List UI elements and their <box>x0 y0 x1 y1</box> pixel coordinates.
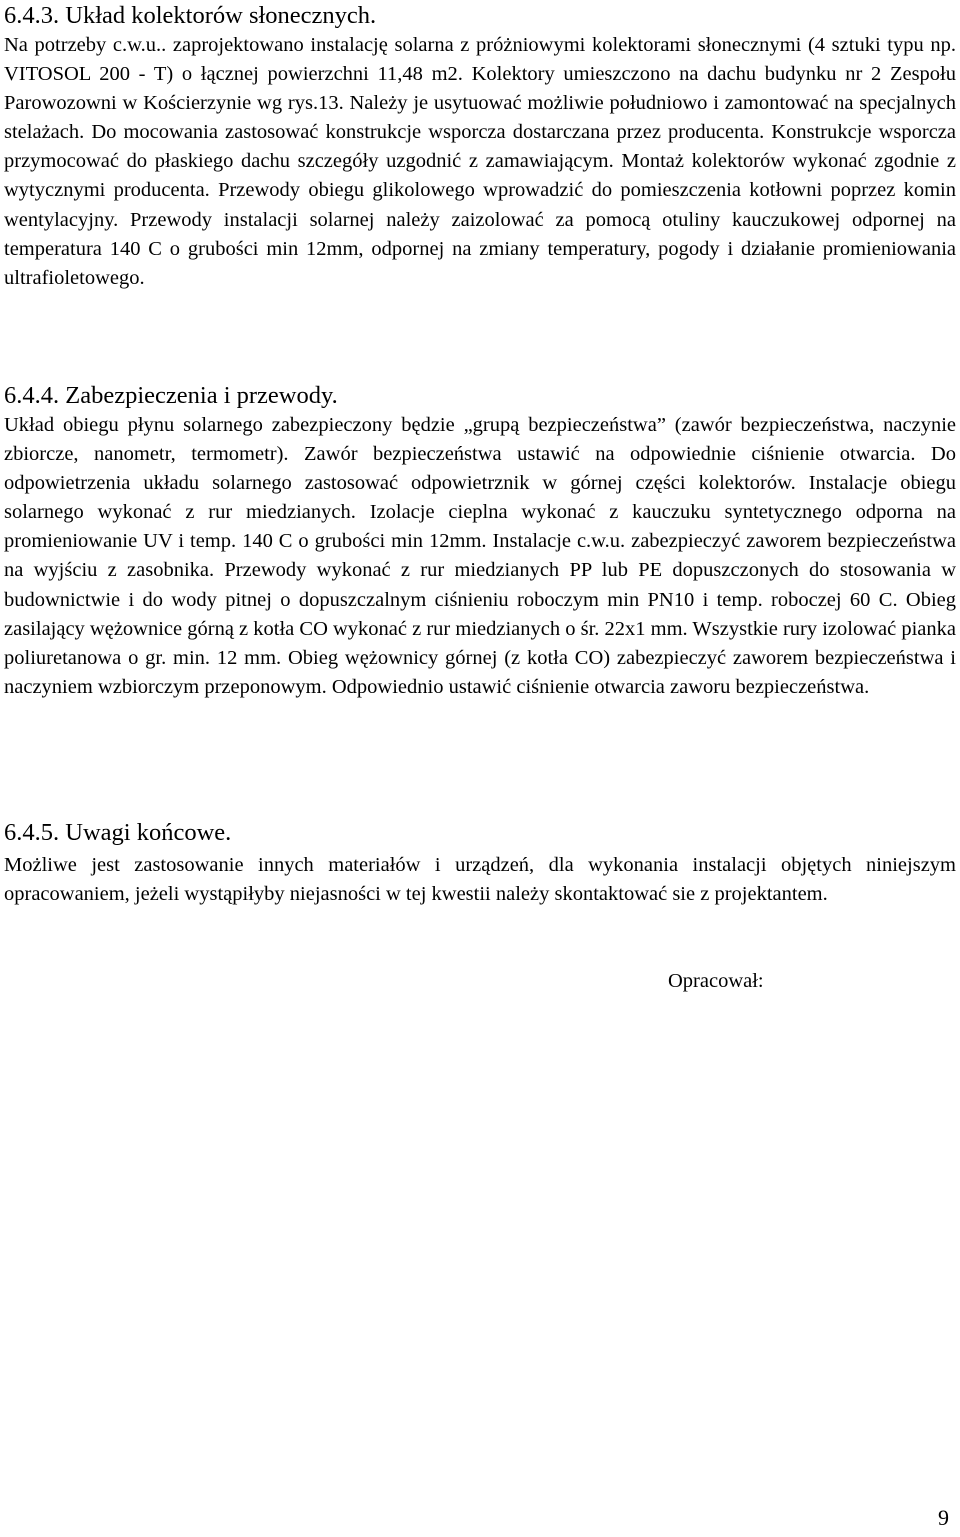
page-number: 9 <box>938 1505 949 1530</box>
section-heading-solar-collectors: 6.4.3. Układ kolektorów słonecznych. <box>4 2 377 29</box>
section-heading-final-remarks: 6.4.5. Uwagi końcowe. <box>4 819 232 846</box>
section-body-solar-collectors: Na potrzeby c.w.u.. zaprojektowano instalację solarna z próżniowymi kolektorami słonecznymi (4 sztuki typu np. VITOSOL 200 - T) o łącznej powierzchni 11,48 m2. Kolektory umieszczono na dachu budynku nr 2 Zespołu Parowozowni w Kościerzynie wg rys.13. Należy je usytuować możliwie południowo i zamontować na specjalnych stelażach. Do mocowania zastosować konstrukcje wsporcza dostarczana przez producenta. Konstrukcje wsporcza przymocować do płaskiego dachu szczegóły uzgodnić z zamawiającym. Montaż kolektorów wykonać zgodnie z wytycznymi producenta. Przewody obiegu glikolowego wprowadzić do pomieszczenia kotłowni poprzez komin wentylacyjny. Przewody instalacji solarnej należy zaizolować za pomocą otuliny kauczukowej odpornej na temperatura 140 C o grubości min 12mm, odpornej na zmiany temperatury, pogody i działanie promieniowania ultrafioletowego. <box>4 34 956 289</box>
signature-label: Opracował: <box>668 970 764 992</box>
section-body-final-remarks: Możliwe jest zastosowanie innych materiałów i urządzeń, dla wykonania instalacji objętych niniejszym opracowaniem, jeżeli wystąpiłyby niejasności w tej kwestii należy skontaktować sie z projektantem. <box>4 854 956 906</box>
section-body-safety-and-pipes: Układ obiegu płynu solarnego zabezpieczony będzie „grupą bezpieczeństwa” (zawór bezpieczeństwa, naczynie zbiorcze, nanometr, termometr). Zawór bezpieczeństwa ustawić na odpowiednie ciśnienie otwarcia. Do odpowietrzenia układu solarnego zastosować odpowietrznik w górnej części kolektorów. Instalacje obiegu solarnego wykonać z rur miedzianych. Izolacje cieplna wykonać z kauczuku syntetycznego odporna na promieniowanie UV i temp. 140 C o grubości min 12mm. Instalacje c.w.u. zabezpieczyć zaworem bezpieczeństwa na wyjściu z zasobnika. Przewody wykonać z rur miedzianych PP lub PE dopuszczonych do stosowania w budownictwie i do wody pitnej o dopuszczalnym ciśnieniu roboczym min PN10 i temp. roboczej 60 C. Obieg zasilający wężownice górną z kotła CO wykonać z rur miedzianych o śr. 22x1 mm. Wszystkie rury izolować pianka poliuretanowa o gr. min. 12 mm. Obieg wężownicy górnej (z kotła CO) zabezpieczyć zaworem bezpieczeństwa i naczyniem wzbiorczym przeponowym. Odpowiednio ustawić ciśnienie otwarcia zaworu bezpieczeństwa. <box>4 414 956 698</box>
section-heading-safety-and-pipes: 6.4.4. Zabezpieczenia i przewody. <box>4 382 338 409</box>
